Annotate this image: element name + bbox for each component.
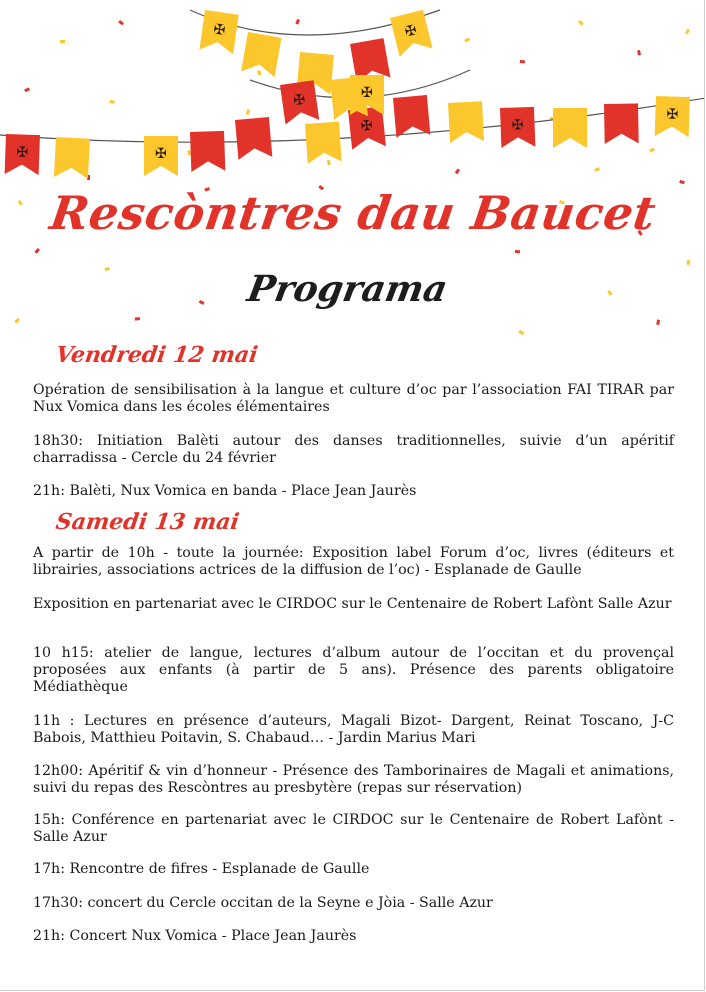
confetti-icon bbox=[656, 320, 660, 325]
confetti-icon bbox=[135, 317, 140, 321]
bunting-flag-icon bbox=[5, 134, 40, 175]
confetti-icon bbox=[519, 330, 525, 335]
confetti-icon bbox=[607, 290, 612, 296]
confetti-icon bbox=[295, 19, 300, 25]
bunting-flag-icon bbox=[54, 137, 90, 179]
event-item: 10 h15: atelier de langue, lectures d’album autour de l’occitan et du provençal proposées aux enfants (à partir de 5 ans). Présence des parents obligatoire Médiathèque bbox=[33, 645, 674, 695]
svg-text:✠: ✠ bbox=[155, 146, 167, 162]
event-item: 12h00: Apéritif & vin d’honneur - Présence des Tamborinaires de Magali et animations, suivi du repas des Rescòntres au presbytère (repas sur réservation) bbox=[33, 763, 674, 796]
svg-text:✠: ✠ bbox=[292, 91, 307, 110]
bunting-flag-icon bbox=[553, 108, 587, 148]
bunting-flag-icon bbox=[280, 80, 319, 124]
day-heading-saturday: Samedi 13 mai bbox=[54, 509, 241, 535]
svg-text:✠: ✠ bbox=[360, 117, 374, 135]
svg-text:✠: ✠ bbox=[212, 21, 227, 39]
event-item: 17h: Rencontre de fifres - Esplanade de Gaulle bbox=[33, 861, 370, 877]
confetti-icon bbox=[104, 267, 110, 271]
confetti-icon bbox=[246, 109, 250, 115]
svg-text:✠: ✠ bbox=[666, 106, 679, 123]
confetti-icon bbox=[24, 87, 30, 92]
bunting-flag-icon bbox=[305, 122, 342, 164]
confetti-icon bbox=[118, 20, 124, 25]
day-heading-friday: Vendredi 12 mai bbox=[54, 342, 260, 368]
confetti-icon bbox=[520, 60, 525, 63]
event-item: A partir de 10h - toute la journée: Exposition label Forum d’oc, livres (éditeurs et librairies, associations actrices de la diffusion de l’oc) - Esplanade de Gaulle bbox=[33, 545, 674, 578]
confetti-icon bbox=[34, 248, 40, 254]
bunting-flag-icon bbox=[390, 10, 433, 57]
bunting-flag-icon bbox=[144, 136, 178, 176]
confetti-icon bbox=[327, 160, 331, 165]
event-item: 18h30: Initiation Balèti autour des danses traditionnelles, suivie d’un apéritif charradissa - Cercle du 24 février bbox=[33, 433, 674, 466]
confetti-icon bbox=[685, 29, 690, 35]
confetti-icon bbox=[515, 250, 520, 253]
bunting-flag-icon bbox=[604, 103, 639, 144]
confetti-icon bbox=[578, 20, 584, 26]
event-item: 21h: Concert Nux Vomica - Place Jean Jaurès bbox=[33, 928, 357, 944]
event-item: 11h : Lectures en présence d’auteurs, Magali Bizot- Dargent, Reinat Toscano, J-C Babois, Matthieu Poitavin, S. Chabaud… - Jardin Marius Mari bbox=[33, 713, 674, 746]
confetti-icon bbox=[60, 40, 65, 43]
svg-text:✠: ✠ bbox=[403, 22, 419, 41]
svg-text:✠: ✠ bbox=[511, 117, 524, 134]
confetti-icon bbox=[464, 37, 470, 42]
bunting-flag-icon bbox=[448, 101, 484, 143]
bunting-flag-icon bbox=[500, 107, 535, 148]
bunting-flag-icon bbox=[393, 95, 430, 138]
confetti-icon bbox=[14, 318, 20, 324]
confetti-icon bbox=[594, 167, 600, 172]
confetti-icon bbox=[199, 300, 205, 305]
bunting-flag-icon bbox=[655, 96, 690, 137]
event-item: Opération de sensibilisation à la langue et culture d’oc par l’association FAI TIRAR par Nux Vomica dans les écoles élémentaires bbox=[33, 382, 674, 415]
svg-text:✠: ✠ bbox=[361, 85, 373, 101]
confetti-icon bbox=[257, 70, 261, 76]
event-item: 15h: Conférence en partenariat avec le CIRDOC sur le Centenaire de Robert Lafònt - Salle Azur bbox=[33, 812, 674, 845]
confetti-icon bbox=[109, 100, 114, 104]
bunting-flag-icon bbox=[190, 131, 225, 172]
confetti-icon bbox=[649, 148, 655, 153]
confetti-icon bbox=[679, 180, 685, 184]
poster-subtitle: Programa bbox=[244, 268, 451, 310]
bunting-flag-icon bbox=[199, 10, 238, 54]
confetti-icon bbox=[687, 260, 690, 265]
confetti-icon bbox=[637, 50, 641, 55]
event-item: Exposition en partenariat avec le CIRDOC sur le Centenaire de Robert Lafònt Salle Azur bbox=[33, 596, 672, 612]
event-item: 21h: Balèti, Nux Vomica en banda - Place Jean Jaurès bbox=[33, 483, 417, 499]
bunting-flag-icon bbox=[235, 117, 272, 160]
svg-text:✠: ✠ bbox=[16, 144, 29, 161]
confetti-icon bbox=[455, 168, 460, 174]
poster-title: Rescòntres dau Baucet bbox=[46, 186, 660, 240]
event-item: 17h30: concert du Cercle occitan de la Seyne e Jòia - Salle Azur bbox=[33, 895, 493, 911]
bunting-flag-icon bbox=[241, 32, 281, 77]
